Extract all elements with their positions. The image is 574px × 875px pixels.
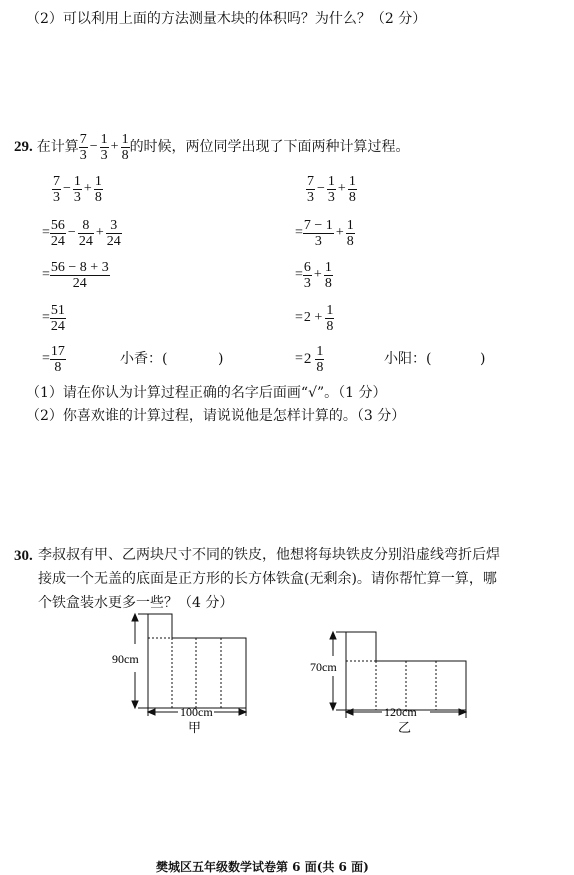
left-step-2: = $\frac{56}{24}$ − $\frac{8}{24}$ + $\frac{3}{24}$ [42, 217, 121, 249]
left-step-5: = $\frac{17}{8}$ [42, 343, 65, 375]
xiaoxiang-blank[interactable]: ) [218, 351, 224, 367]
q29-intro-after: 的时候，两位同学出现了下面两种计算过程。 [129, 139, 410, 155]
figure-a-width: 100cm [180, 705, 213, 719]
xiaoyang-label: 小阳：( [384, 351, 432, 367]
figure-b-height: 70cm [310, 660, 337, 674]
figure-a-name: 甲 [188, 721, 202, 736]
q29-intro: 29. 在计算 $\frac{7}{3}$ − $\frac{1}{3}$ + $\frac{1}{8}$ 的时候，两位同学出现了下面两种计算过程。 [14, 131, 410, 163]
q30-line3: 个铁盒装水更多一些？（4 分） [38, 595, 234, 611]
xiaoxiang-label: 小香：( [120, 351, 168, 367]
figure-b-name: 乙 [398, 721, 412, 736]
right-step-3: = $\frac{6}{3}$ + $\frac{1}{8}$ [295, 259, 332, 291]
xiaoyang-blank[interactable]: ) [480, 351, 486, 367]
right-step-1: $\frac{7}{3}$ − $\frac{1}{3}$ + $\frac{1}{8}$ [307, 173, 356, 205]
figure-a [100, 608, 260, 738]
left-step-1: $\frac{7}{3}$ − $\frac{1}{3}$ + $\frac{1}{8}$ [53, 173, 102, 205]
right-step-2: = $\frac{7 - 1}{3}$ + $\frac{1}{8}$ [295, 217, 354, 249]
figure-a-height: 90cm [112, 652, 139, 666]
q29-intro-frac-c: $\frac{1}{8}$ [121, 131, 129, 163]
right-step-5: = 2 $\frac{1}{8}$ [295, 343, 324, 375]
q29-sub1: （1）请在你认为计算过程正确的名字后面画“√”。（1 分） [26, 385, 387, 401]
q30-line2: 接成一个无盖的底面是正方形的长方体铁盒(无剩余)。请你帮忙算一算，哪 [38, 571, 497, 587]
q30-line1: 李叔叔有甲、乙两块尺寸不同的铁皮，他想将每块铁皮分别沿虚线弯折后焊 [38, 547, 500, 563]
q28-sub2: （2）可以利用上面的方法测量木块的体积吗？为什么？（2 分） [26, 11, 427, 27]
figure-a-outline [148, 614, 246, 708]
left-step-3: = $\frac{56 - 8 + 3}{24}$ [42, 259, 109, 291]
right-step-4: = 2 + $\frac{1}{8}$ [295, 302, 334, 334]
q29-number: 29. [14, 138, 33, 155]
q30-number: 30. [14, 548, 33, 564]
q29-intro-frac-a: $\frac{7}{3}$ [79, 131, 87, 163]
q29-sub2: （2）你喜欢谁的计算过程，请说说他是怎样计算的。（3 分） [26, 408, 406, 424]
q29-intro-before: 在计算 [36, 139, 79, 155]
page-footer: 樊城区五年级数学试卷第 6 面(共 6 面) [156, 860, 369, 874]
figure-b [308, 624, 478, 739]
figure-b-width: 120cm [384, 705, 417, 719]
q29-intro-frac-b: $\frac{1}{3}$ [100, 131, 108, 163]
left-step-4: = $\frac{51}{24}$ [42, 302, 65, 334]
